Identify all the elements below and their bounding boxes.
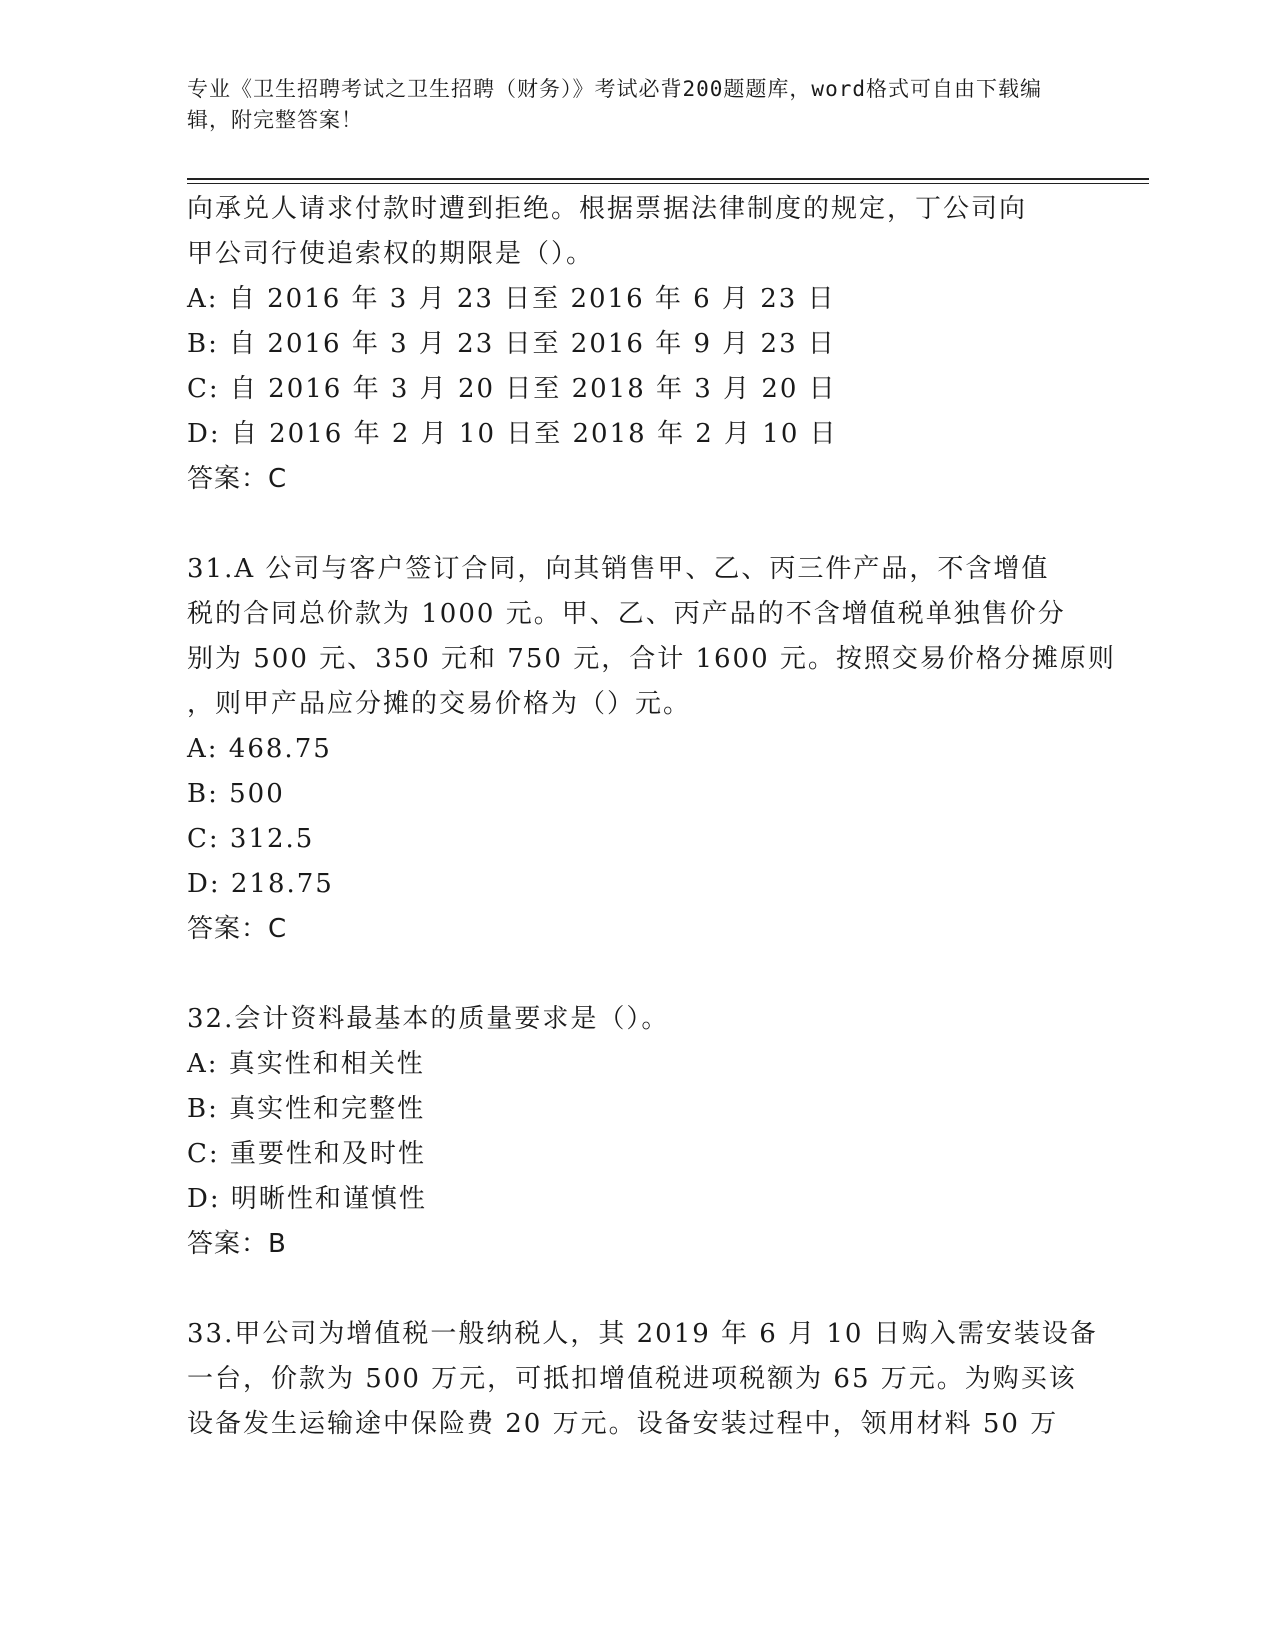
q30-option-c: C: 自 2016 年 3 月 20 日至 2018 年 3 月 20 日 [187,374,837,404]
document-header: 专业《卫生招聘考试之卫生招聘（财务）》考试必背200题题库，word格式可自由下载编辑，附完整答案！ [187,77,1042,132]
q32-answer: 答案：B [187,1229,287,1259]
q33-stem-line-2: 一台，价款为 500 万元，可抵扣增值税进项税额为 65 万元。为购买该 [187,1364,1077,1394]
q30-option-b: B: 自 2016 年 3 月 23 日至 2016 年 9 月 23 日 [187,329,836,359]
q33-stem-line-3: 设备发生运输途中保险费 20 万元。设备安装过程中，领用材料 50 万 [187,1409,1059,1439]
q30-stem-line-1: 向承兑人请求付款时遭到拒绝。根据票据法律制度的规定，丁公司向 [187,194,1028,224]
q30-option-d: D: 自 2016 年 2 月 10 日至 2018 年 2 月 10 日 [187,419,838,449]
q32-option-d: D: 明晰性和谨慎性 [187,1184,427,1214]
q31-stem-line-4: ，则甲产品应分摊的交易价格为（）元。 [187,689,692,719]
q30-option-a: A: 自 2016 年 3 月 23 日至 2016 年 6 月 23 日 [187,284,836,314]
q32-option-c: C: 重要性和及时性 [187,1139,426,1169]
q32-option-b: B: 真实性和完整性 [187,1094,426,1124]
q31-option-a: A: 468.75 [187,734,332,764]
q31-option-d: D: 218.75 [187,869,334,899]
q33-stem-line-1: 33.甲公司为增值税一般纳税人，其 2019 年 6 月 10 日购入需安装设备 [187,1319,1098,1349]
q31-option-c: C: 312.5 [187,824,315,854]
header-divider-thin [187,183,1149,184]
header-divider-thick [187,178,1149,180]
q31-stem-line-1: 31.A 公司与客户签订合同，向其销售甲、乙、丙三件产品，不含增值 [187,554,1050,584]
q31-stem-line-2: 税的合同总价款为 1000 元。甲、乙、丙产品的不含增值税单独售价分 [187,599,1066,629]
q32-option-a: A: 真实性和相关性 [187,1049,425,1079]
q30-stem-line-2: 甲公司行使追索权的期限是（）。 [187,239,595,269]
q30-answer: 答案：C [187,464,288,494]
q32-stem-line-1: 32.会计资料最基本的质量要求是（）。 [187,1004,670,1034]
q31-option-b: B: 500 [187,779,285,809]
q31-stem-line-3: 别为 500 元、350 元和 750 元，合计 1600 元。按照交易价格分摊原则 [187,644,1116,674]
q31-answer: 答案：C [187,914,288,944]
